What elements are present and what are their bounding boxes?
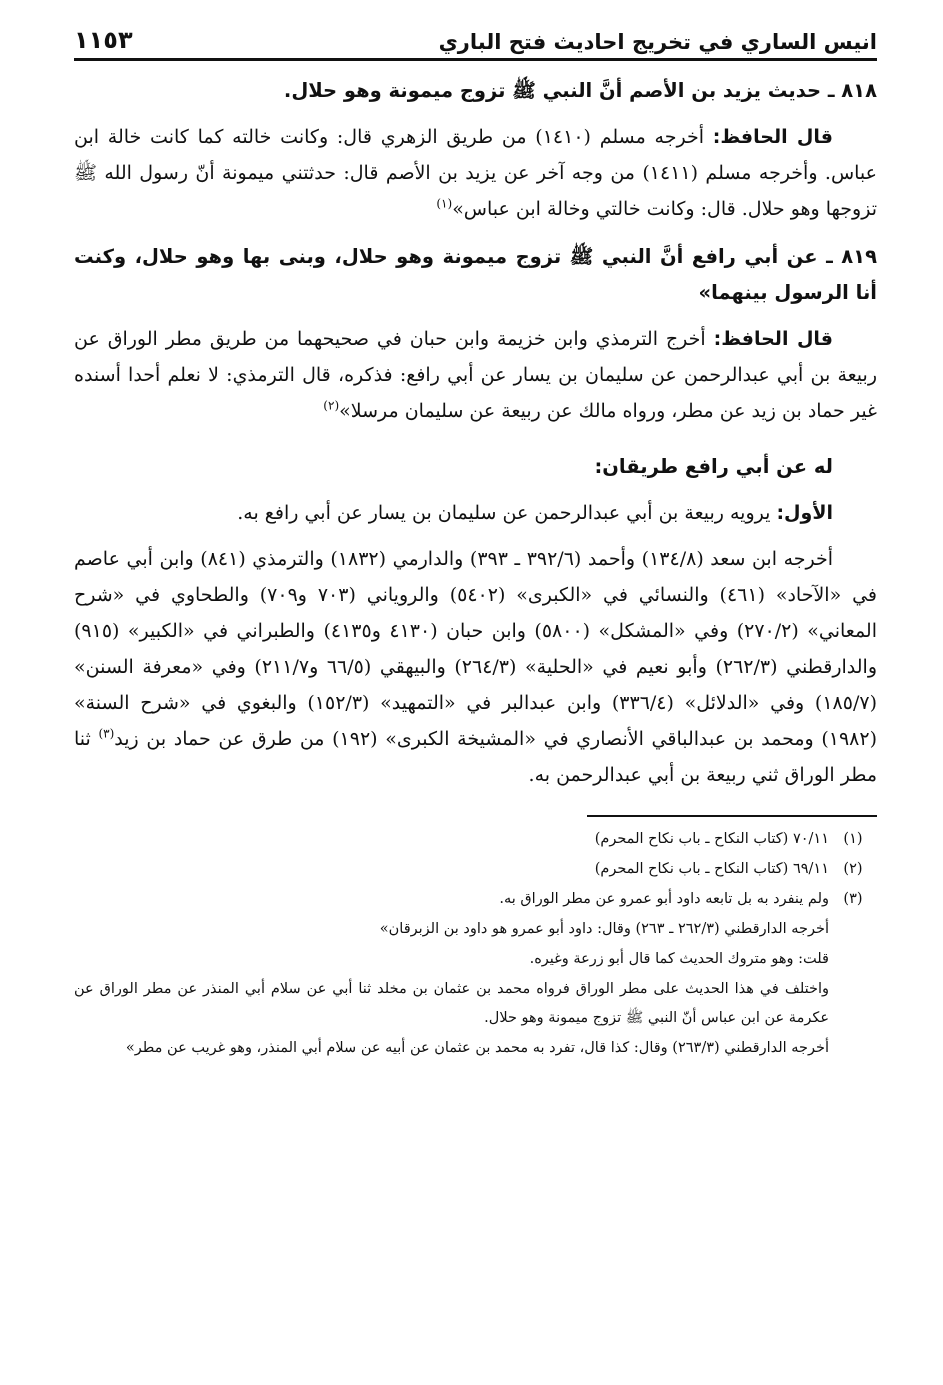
book-title: انيس الساري في تخريج احاديث فتح الباري — [438, 30, 877, 54]
paragraph-lead: الأول: — [776, 502, 833, 524]
paragraph-hafiz-819 — [74, 321, 877, 429]
footnotes — [74, 825, 877, 1064]
paragraph-lead: قال الحافظ: — [713, 328, 833, 350]
footnote-number: (١) — [843, 831, 863, 847]
hadith-818 — [74, 73, 877, 109]
footnote-ref: (٣) — [98, 726, 115, 741]
hadith-819-text: ٨١٩ ـ عن أبي رافع أنَّ النبي ﷺ تزوج ميمونة وهو حلال، وبنى بها وهو حلال، وكنت أنا الرسول بينهما» — [74, 245, 877, 304]
footnote-number: (٣) — [843, 891, 863, 907]
footnote-1 — [74, 825, 877, 855]
footnote-ref: (٢) — [323, 398, 340, 413]
footnote-line: ٦٩/١١ (كتاب النكاح ـ باب نكاح المحرم) — [594, 861, 829, 877]
footnote-line: واختلف في هذا الحديث على مطر الوراق فرواه محمد بن عثمان بن مخلد ثنا أبي عن سلام أبي المنذر عن مطر الوراق عن عكرمة عن ابن عباس أنّ النبي ﷺ تزوج ميمونة وهو حلال. — [74, 981, 829, 1026]
footnote-line: قلت: وهو متروك الحديث كما قال أبو زرعة وغيره. — [529, 951, 829, 967]
running-header — [74, 26, 877, 61]
footnote-ref: (١) — [436, 196, 453, 211]
paragraph-text: أخرجه ابن سعد (١٣٤/٨) وأحمد (٣٩٢/٦ ـ ٣٩٣) والدارمي (١٨٣٢) والترمذي (٨٤١) وابن أبي عاصم في «الآحاد» (٤٦١) والنسائي في «الكبرى» (٥٤٠٢) والروياني (٧٠٣ و٧٠٩) والطحاوي في «شرح المعاني» (٢٧٠/٢) وفي «المشكل» (٥٨٠٠) وابن حبان (٤١٣٠ و٤١٣٥) والطبراني في «الكبير» (٩١٥) والدارقطني (٢٦٢/٣) وأبو نعيم في «الحلية» (٢٦٤/٣) والبيهقي (٦٦/٥ و٢١١/٧) وفي «معرفة السنن» (١٨٥/٧) وفي «الدلائل» (٣٣٦/٤) وابن عبدالبر في «التمهيد» (١٥٢/٣) والبغوي في «شرح السنة» (١٩٨٢) ومحمد بن عبدالباقي الأنصاري في «المشيخة الكبرى» (١٩٢) من طرق عن حماد بن زيد — [74, 548, 878, 750]
paragraph-text: أخرج الترمذي وابن خزيمة وابن حبان في صحيحهما من طريق مطر الوراق عن ربيعة بن أبي عبدالرحمن عن سليمان بن يسار عن أبي رافع: فذكره، قال الترمذي: لا نعلم أحدا أسنده غير حماد بن زيد عن مطر، ورواه مالك عن ربيعة عن سليمان مرسلا» — [74, 328, 877, 422]
paragraph-first-route — [74, 495, 877, 531]
paragraph-text: يرويه ربيعة بن أبي عبدالرحمن عن سليمان بن يسار عن أبي رافع به. — [237, 502, 777, 524]
hadith-819 — [74, 239, 877, 311]
footnote-line: أخرجه الدارقطني (٢٦٢/٣ ـ ٢٦٣) وقال: داود أبو عمرو هو داود بن الزبرقان» — [379, 921, 829, 937]
paragraph-hafiz-818 — [74, 119, 877, 227]
paragraph-text-end: ثنا مطر الوراق ثني ربيعة بن أبي عبدالرحمن به. — [74, 728, 877, 786]
hadith-818-text: ٨١٨ ـ حديث يزيد بن الأصم أنَّ النبي ﷺ تزوج ميمونة وهو حلال. — [283, 79, 877, 102]
paragraph-lead: قال الحافظ: — [712, 126, 833, 148]
footnote-number: (٢) — [843, 861, 863, 877]
footnote-divider — [587, 815, 877, 817]
paragraph-takhrij — [74, 541, 877, 793]
footnote-line: ٧٠/١١ (كتاب النكاح ـ باب نكاح المحرم) — [594, 831, 829, 847]
footnote-line: أخرجه الدارقطني (٢٦٣/٣) وقال: كذا قال، تفرد به محمد بن عثمان عن أبيه عن سلام أبي المنذر، وهو غريب عن مطر» — [125, 1040, 829, 1056]
footnote-2 — [74, 855, 877, 885]
footnote-3 — [74, 885, 877, 1064]
section-heading: له عن أبي رافع طريقان: — [594, 455, 833, 478]
page-number: ١١٥٣ — [74, 26, 133, 54]
footnote-line: ولم ينفرد به بل تابعه داود أبو عمرو عن مطر الوراق به. — [499, 891, 829, 907]
paragraph-text: أخرجه مسلم (١٤١٠) من طريق الزهري قال: وكانت خالته كما كانت خالة ابن عباس. وأخرجه مسلم (١٤١١) من وجه آخر عن يزيد بن الأصم قال: حدثتني ميمونة أنّ رسول الله ﷺ تزوجها وهو حلال. قال: وكانت خالتي وخالة ابن عباس» — [74, 126, 877, 220]
